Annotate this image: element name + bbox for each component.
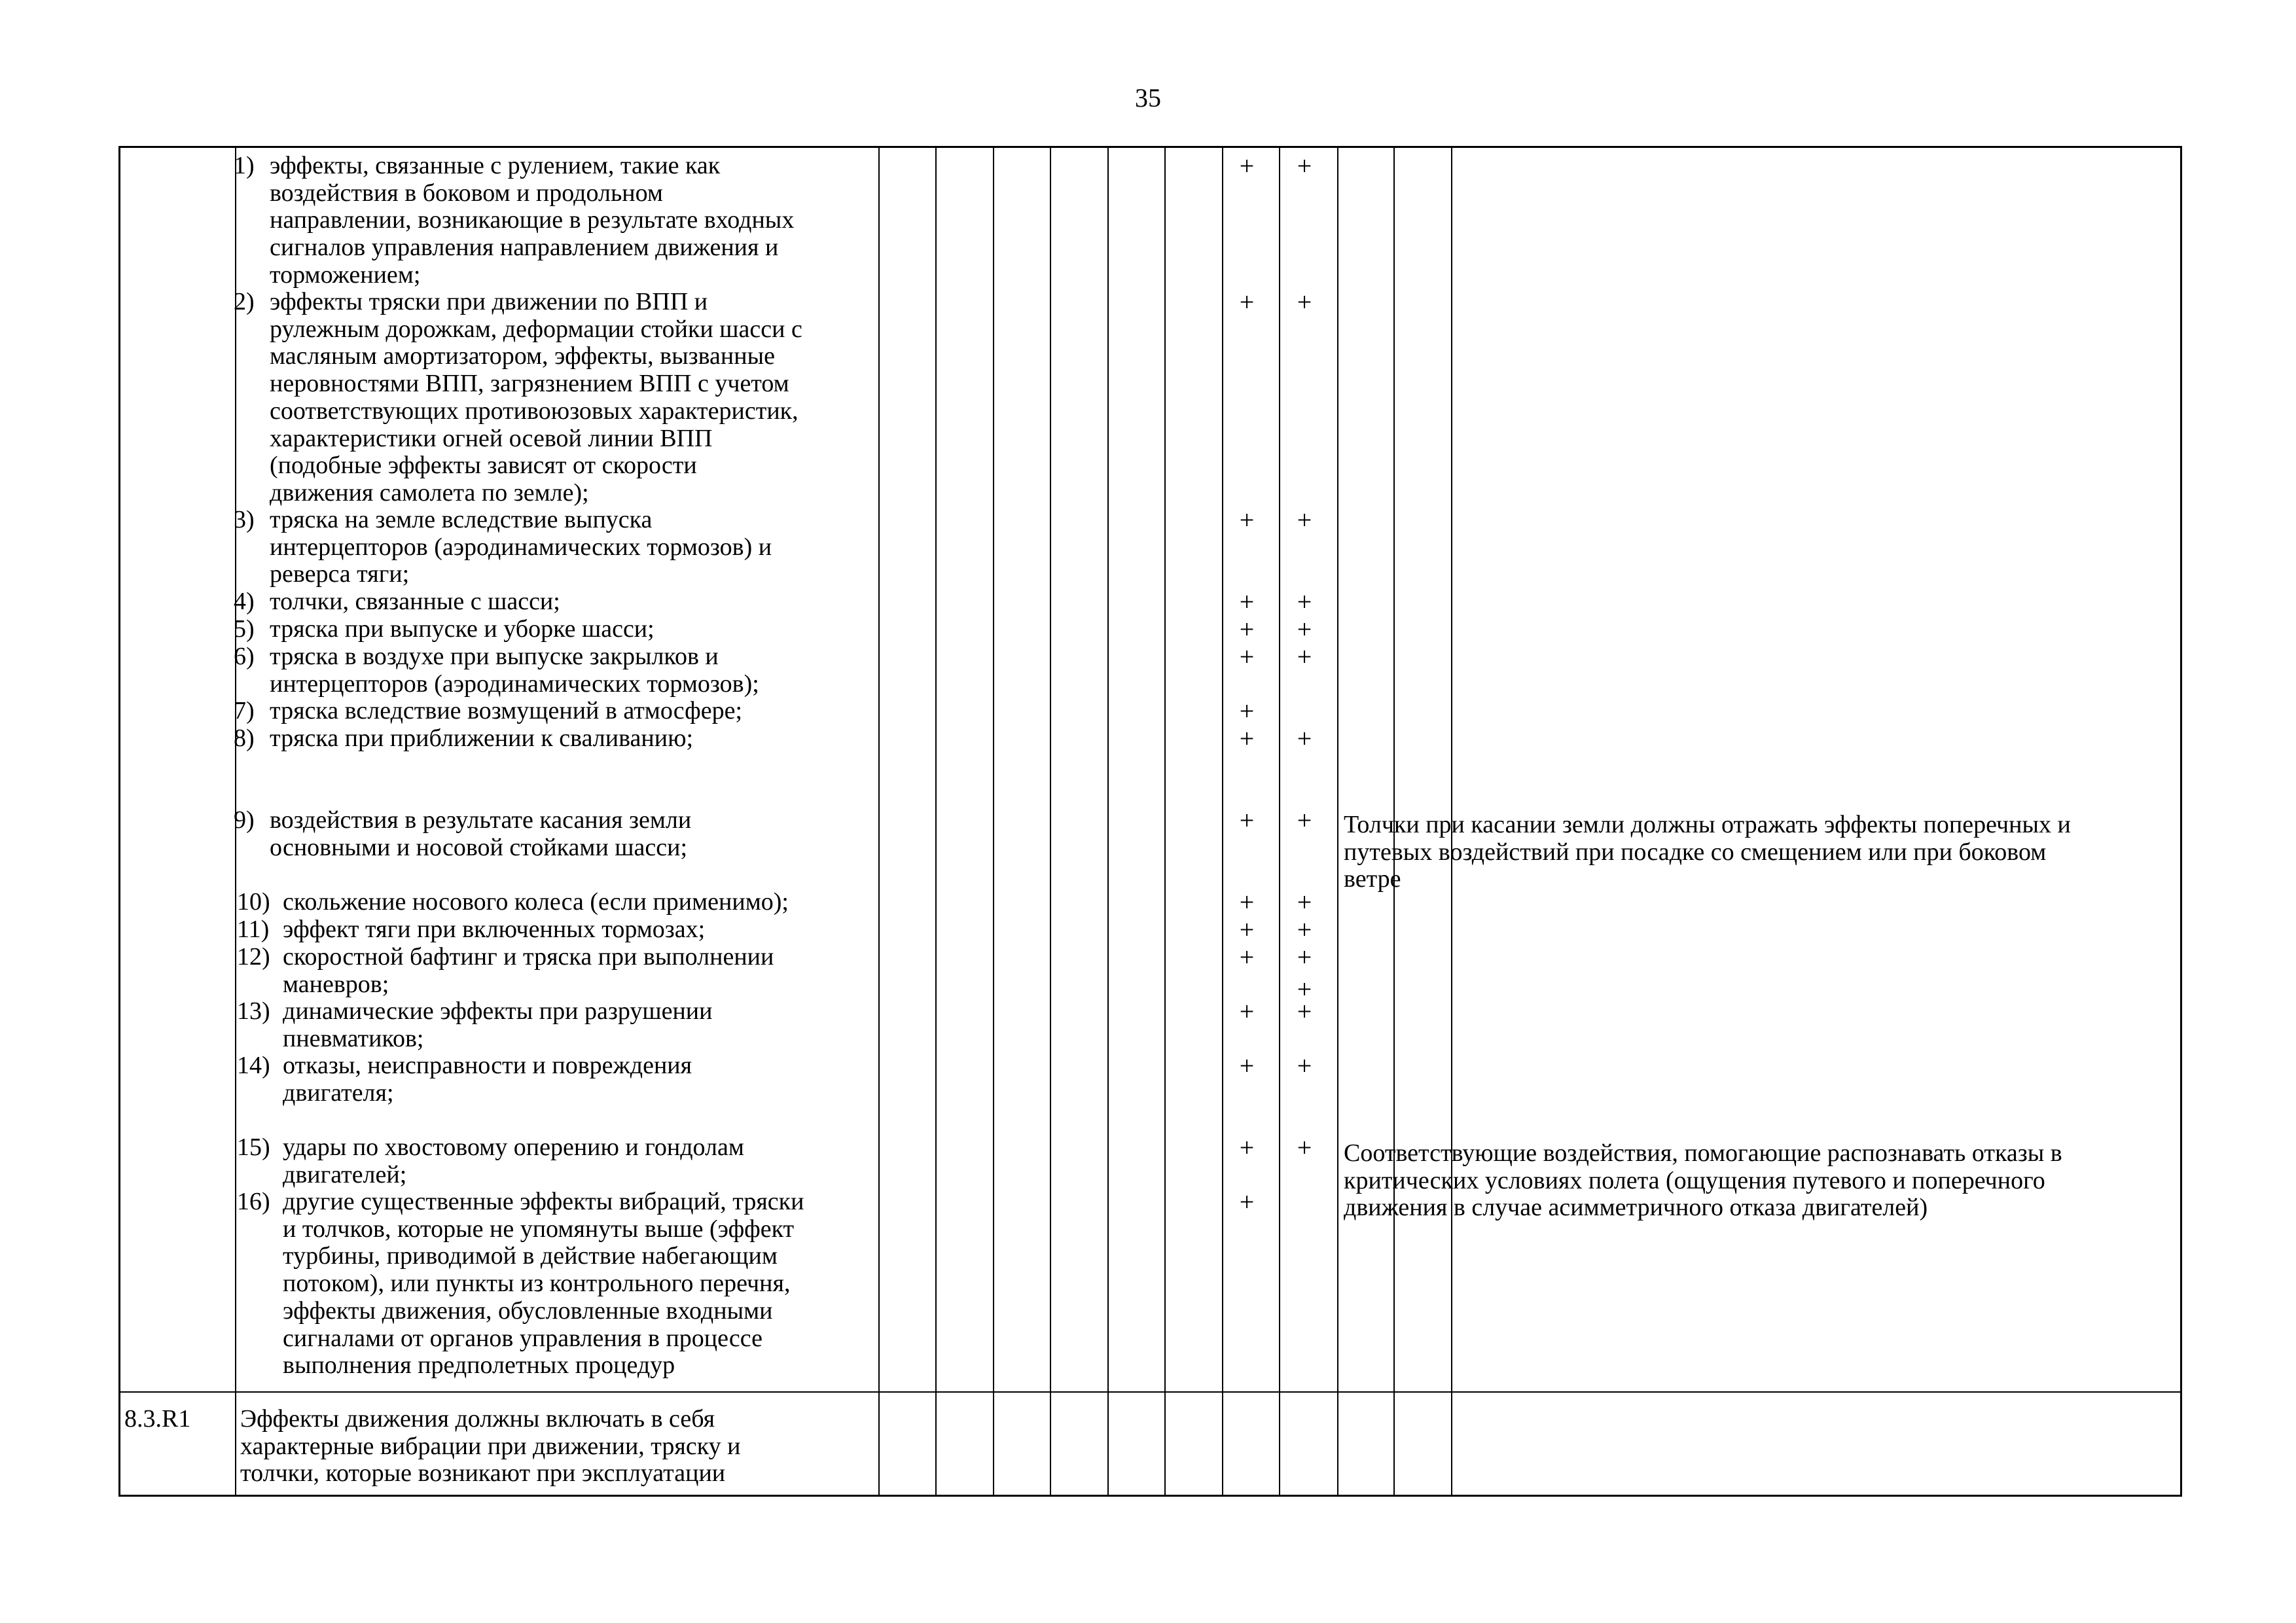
list-item: [270, 152, 794, 289]
plus-mark: +: [1239, 615, 1255, 644]
list-item-line: характеристики огней осевой линии ВПП: [270, 424, 713, 452]
note-line: Соответствующие воздействия, помогающие распознавать отказы в: [1344, 1139, 2062, 1167]
plus-mark: +: [1297, 806, 1312, 835]
plus-mark: +: [1239, 997, 1255, 1026]
list-item-line: неровностями ВПП, загрязнением ВПП с учетом: [270, 370, 789, 398]
col-divider: [1222, 148, 1223, 1497]
item-number: 1): [234, 152, 255, 179]
list-item: [270, 588, 560, 616]
note-line: Толчки при касании земли должны отражать эффекты поперечных и: [1344, 811, 2071, 838]
col-divider: [878, 148, 880, 1497]
list-item-line: сигналов управления направлением движения и: [270, 234, 779, 262]
list-item-line: интерцепторов (аэродинамических тормозов) и: [270, 533, 772, 561]
list-item: [283, 1052, 692, 1107]
plus-mark: +: [1239, 287, 1255, 317]
note-touchdown: [1344, 812, 2071, 893]
plus-mark: +: [1239, 1051, 1255, 1080]
note-engine-failure: [1344, 1140, 2062, 1222]
item-number: 10): [237, 888, 270, 916]
item-number: 5): [234, 615, 255, 643]
item-number: 4): [234, 588, 255, 615]
row2-text: [240, 1406, 740, 1488]
list-item: [283, 1188, 804, 1380]
list-item-line: толчки, связанные с шасси;: [270, 588, 560, 615]
list-item-line: тряска в воздухе при выпуске закрылков и: [270, 643, 719, 670]
row-divider: [120, 1391, 2180, 1393]
list-item-line: пневматиков;: [283, 1024, 424, 1052]
list-item-line: двигателей;: [283, 1160, 407, 1188]
list-item-line: удары по хвостовому оперению и гондолам: [283, 1133, 744, 1161]
list-item-line: сигналами от органов управления в процессе: [283, 1324, 762, 1352]
list-item: [270, 289, 802, 507]
list-item-line: воздействия в боковом и продольном: [270, 179, 663, 207]
list-item-line: направлении, возникающие в результате входных: [270, 206, 795, 234]
list-item-line: тряска на земле вследствие выпуска: [270, 506, 653, 533]
list-item-line: воздействия в результате касания земли: [270, 806, 692, 834]
plus-mark: +: [1297, 151, 1312, 181]
list-item-line: тряска при приближении к сваливанию;: [270, 724, 694, 752]
plus-mark: +: [1297, 287, 1312, 317]
list-item-line: маневров;: [283, 970, 389, 998]
plus-mark: +: [1239, 806, 1255, 835]
col-divider: [1337, 148, 1338, 1497]
plus-mark: +: [1239, 696, 1255, 726]
item-number: 3): [234, 506, 255, 533]
row2-line: Эффекты движения должны включать в себя: [240, 1405, 715, 1433]
list-item-line: тряска при выпуске и уборке шасси;: [270, 615, 655, 643]
list-item: [283, 944, 774, 998]
item-number: 8): [234, 724, 255, 752]
row2-line: характерные вибрации при движении, тряску и: [240, 1432, 741, 1460]
list-item-line: реверса тяги;: [270, 560, 410, 588]
list-item-line: масляным амортизатором, эффекты, вызванные: [270, 342, 775, 370]
plus-mark: +: [1239, 915, 1255, 944]
plus-mark: +: [1239, 887, 1255, 917]
list-item: [270, 807, 691, 861]
item-number: 11): [237, 916, 270, 943]
item-number: 7): [234, 697, 255, 724]
plus-mark: +: [1239, 587, 1255, 616]
plus-mark: +: [1239, 942, 1255, 972]
plus-mark: +: [1239, 151, 1255, 181]
list-item-line: соответствующих противоюзовых характеристик,: [270, 397, 798, 425]
note-line: ветре: [1344, 865, 1401, 893]
plus-mark: +: [1239, 505, 1255, 535]
list-item: [270, 643, 759, 698]
plus-mark: +: [1239, 724, 1255, 753]
list-item-line: рулежным дорожкам, деформации стойки шасси с: [270, 315, 802, 343]
list-item-line: (подобные эффекты зависят от скорости: [270, 452, 697, 480]
item-number: 16): [237, 1188, 270, 1215]
page-number: 35: [1135, 83, 1161, 113]
row2-id: 8.3.R1: [124, 1405, 191, 1433]
list-item-line: тряска вследствие возмущений в атмосфере;: [270, 697, 743, 724]
list-item: [270, 698, 742, 725]
plus-mark: +: [1297, 724, 1312, 753]
col-divider: [935, 148, 937, 1497]
list-item-line: динамические эффекты при разрушении: [283, 997, 713, 1025]
plus-mark: +: [1239, 642, 1255, 671]
item-number: 6): [234, 643, 255, 670]
plus-mark: +: [1297, 997, 1312, 1026]
list-item-line: турбины, приводимой в действие набегающим: [283, 1242, 778, 1270]
list-item: [270, 616, 655, 643]
list-item-line: эффекты движения, обусловленные входными: [283, 1296, 773, 1325]
plus-mark: +: [1297, 505, 1312, 535]
list-item: [283, 1134, 744, 1188]
list-item-line: эффекты тряски при движении по ВПП и: [270, 288, 708, 315]
col-divider: [1279, 148, 1280, 1497]
item-number: 13): [237, 997, 270, 1025]
item-number: 12): [237, 943, 270, 971]
item-number: 9): [234, 806, 255, 834]
note-line: критических условиях полета (ощущения путевого и поперечного: [1344, 1166, 2045, 1194]
col-divider: [1164, 148, 1166, 1497]
note-line: путевых воздействий при посадке со смещением или при боковом: [1344, 838, 2047, 866]
list-item: [283, 916, 705, 944]
list-item-line: эффекты, связанные с рулением, такие как: [270, 152, 721, 179]
item-number: 2): [234, 288, 255, 315]
list-item-line: отказы, неисправности и повреждения: [283, 1052, 692, 1079]
plus-mark: +: [1239, 1187, 1255, 1217]
note-line: движения в случае асимметричного отказа двигателей): [1344, 1194, 1928, 1222]
plus-mark: +: [1297, 974, 1312, 1004]
list-item: [283, 998, 712, 1052]
list-item-line: движения самолета по земле);: [270, 478, 589, 507]
list-item-line: выполнения предполетных процедур: [283, 1351, 675, 1380]
list-item-line: скоростной бафтинг и тряска при выполнении: [283, 943, 774, 971]
item-number: 15): [237, 1133, 270, 1161]
plus-mark: +: [1297, 1051, 1312, 1080]
col-divider: [1107, 148, 1109, 1497]
plus-mark: +: [1297, 887, 1312, 917]
list-item-line: скольжение носового колеса (если применимо);: [283, 888, 789, 916]
row2-line: толчки, которые возникают при эксплуатации: [240, 1459, 726, 1488]
plus-mark: +: [1297, 1133, 1312, 1162]
item-number: 14): [237, 1052, 270, 1079]
list-item-line: торможением;: [270, 260, 421, 289]
plus-mark: +: [1297, 587, 1312, 616]
list-item-line: потоком), или пункты из контрольного перечня,: [283, 1270, 791, 1298]
list-item: [270, 507, 772, 588]
plus-mark: +: [1297, 615, 1312, 644]
list-item: [270, 725, 693, 753]
plus-mark: +: [1297, 915, 1312, 944]
list-item-line: другие существенные эффекты вибраций, тряски: [283, 1188, 804, 1215]
list-item: [283, 889, 789, 916]
list-item-line: интерцепторов (аэродинамических тормозов);: [270, 669, 759, 698]
list-item-line: двигателя;: [283, 1079, 394, 1107]
plus-mark: +: [1297, 942, 1312, 972]
plus-mark: +: [1239, 1133, 1255, 1162]
list-item-line: эффект тяги при включенных тормозах;: [283, 916, 706, 943]
plus-mark: +: [1297, 642, 1312, 671]
list-item-line: основными и носовой стойками шасси;: [270, 833, 688, 861]
col-divider: [993, 148, 994, 1497]
col-divider: [1050, 148, 1051, 1497]
list-item-line: и толчков, которые не упомянуты выше (эффект: [283, 1215, 795, 1243]
